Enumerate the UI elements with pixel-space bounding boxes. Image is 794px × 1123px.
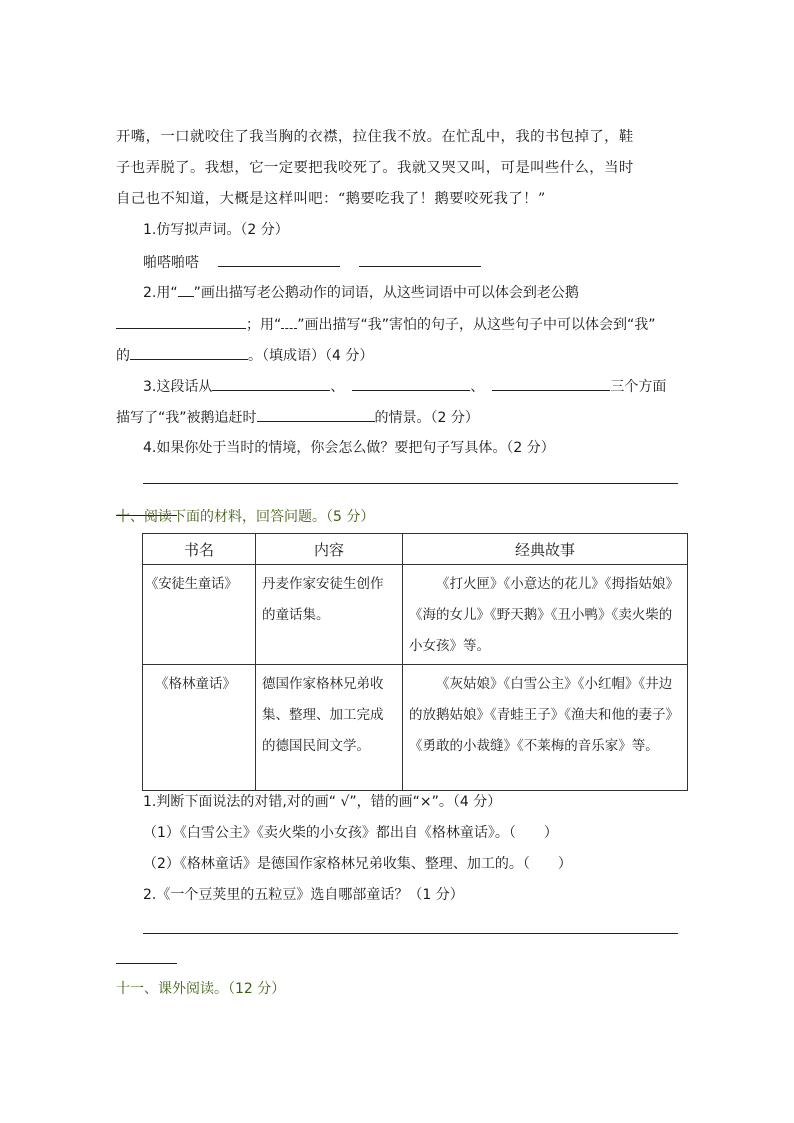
section-divider-short: [116, 963, 177, 964]
answer-blank-3b[interactable]: [352, 376, 470, 391]
question-2-line-3: 的 。（填成语）（4 分）: [116, 345, 373, 366]
answer-blank-2a[interactable]: [116, 314, 246, 329]
question-1: 1.仿写拟声词。（2 分）: [143, 222, 289, 238]
header-book-name: 书名: [143, 534, 256, 565]
section-10-judgement-2: （2）《格林童话》是德国作家格林兄弟收集、整理、加工的。（ ）: [143, 856, 572, 872]
section-10-question-1: 1.判断下面说法的对错,对的画“ √”，错的画“×”。（4 分）: [143, 794, 502, 810]
straight-underline-mark: [178, 284, 194, 297]
table-cell-name: 《格林童话》: [143, 665, 256, 791]
answer-blank-3d[interactable]: [257, 407, 375, 422]
passage-line-3: 自己也不知道，大概是这样叫吧：“鹅要吃我了！鹅要咬死我了！”: [116, 191, 546, 207]
answer-blank-3a[interactable]: [212, 376, 330, 391]
table-cell-content: 丹麦作家安徒生创作的童话集。: [256, 565, 403, 665]
table-cell-stories: 《灰姑娘》《白雪公主》《小红帽》《井边的放鹅姑娘》《青蛙王子》《渔夫和他的妻子》《勇敢的小裁缝》《不莱梅的音乐家》等。: [403, 665, 688, 791]
question-3-line-2: 描写了“我”被鹅追赶时 的情景。（2 分）: [116, 407, 479, 428]
example-onomatopoeia: 啪嗒啪嗒: [143, 255, 199, 271]
table-row: [143, 665, 688, 791]
answer-blank-2b[interactable]: [130, 345, 248, 360]
section-10-judgement-1: （1）《白雪公主》《卖火柴的小女孩》都出自《格林童话》。（ ）: [143, 825, 558, 841]
section-10-question-2: 2.《一个豆荚里的五粒豆》选自哪部童话？（1 分）: [143, 887, 464, 903]
question-4: 4.如果你处于当时的情境，你会怎么做？要把句子写具体。（2 分）: [143, 440, 555, 456]
passage-line-1: 开嘴，一口就咬住了我当胸的衣襟，拉住我不放。在忙乱中，我的书包掉了，鞋: [116, 129, 634, 145]
answer-line-10-2[interactable]: [143, 933, 678, 934]
question-2-line-1: 2.用“ ”画出描写老公鹅动作的词语，从这些词语中可以体会到老公鹅: [143, 285, 579, 301]
table-header-row: [143, 534, 688, 565]
question-2-line-2: ；用“ ”画出描写“我”害怕的句子，从这些句子中可以体会到“我”: [116, 314, 656, 335]
table-cell-content: 德国作家格林兄弟收集、整理、加工完成的德国民间文学。: [256, 665, 403, 791]
table-cell-stories: 《打火匣》《小意达的花儿》《拇指姑娘》《海的女儿》《野天鹅》《丑小鸭》《卖火柴的小女孩》等。: [403, 565, 688, 665]
answer-blank-1a[interactable]: [218, 252, 340, 267]
table-row: [143, 565, 688, 665]
answer-line-4[interactable]: [143, 483, 678, 484]
section-11-heading: 十一、课外阅读。（12 分）: [116, 981, 286, 997]
question-3-line-1: 3.这段话从 、 、 三个方面: [143, 376, 666, 397]
answer-blank-1b[interactable]: [359, 252, 481, 267]
book-table: [142, 533, 688, 791]
header-classic-stories: 经典故事: [403, 534, 688, 565]
header-content: 内容: [256, 534, 403, 565]
question-1-answer-row: [143, 252, 481, 273]
passage-line-2: 子也弄脱了。我想，它一定要把我咬死了。我就又哭又叫，可是叫些什么，当时: [116, 160, 634, 176]
table-cell-name: 《安徒生童话》: [143, 565, 256, 665]
section-10-heading: 十、阅读下面的材料，回答问题。（5 分）: [116, 509, 375, 525]
wavy-underline-mark: [281, 316, 297, 329]
answer-blank-3c[interactable]: [492, 376, 610, 391]
